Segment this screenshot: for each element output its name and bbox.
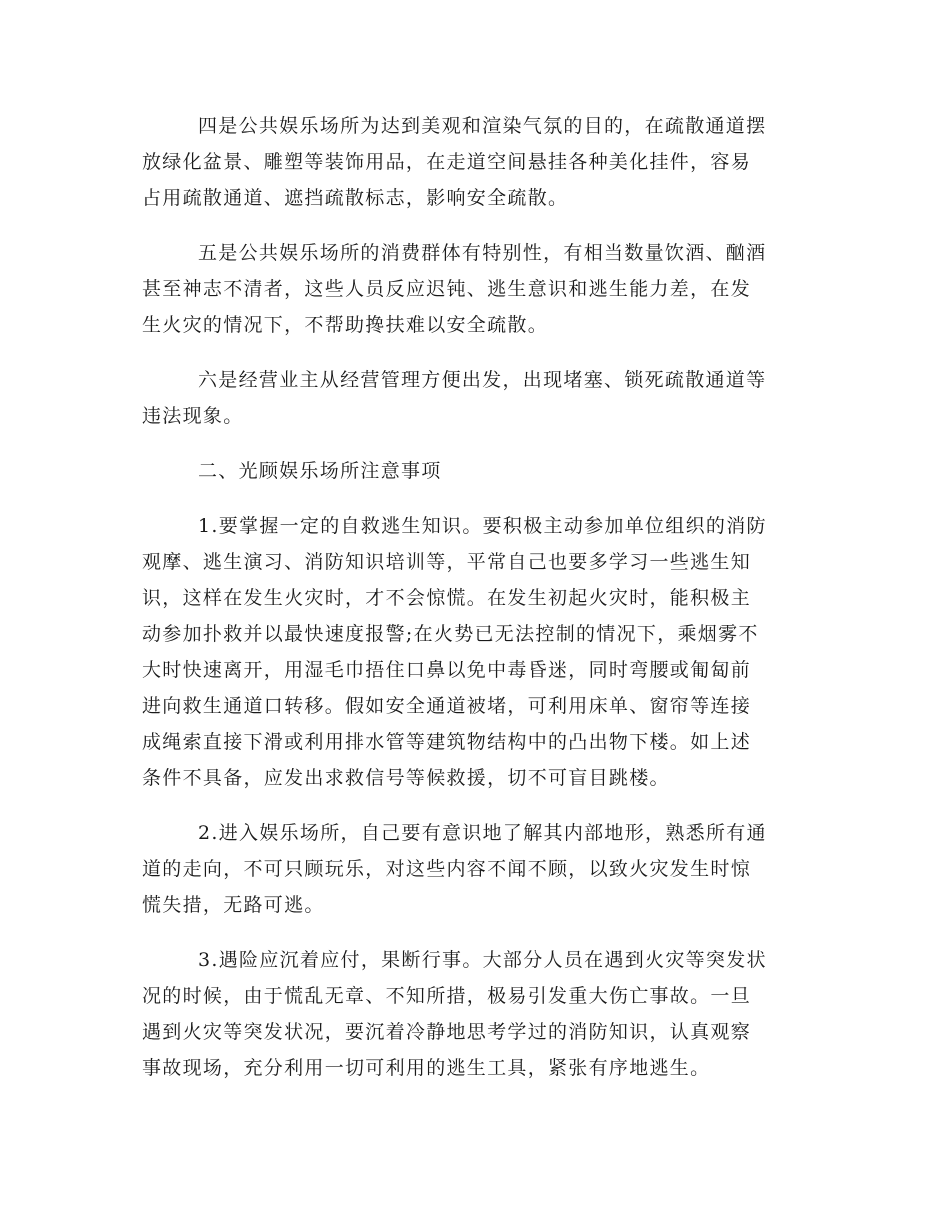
text-line: 识，这样在发生火灾时，才不会惊慌。在发生初起火灾时，能积极主	[142, 587, 752, 609]
text-line: 遇到火灾等突发状况，要沉着冷静地思考学过的消防知识，认真观察	[142, 1021, 752, 1043]
text-line: 观摩、逃生演习、消防知识培训等，平常自己也要多学习一些逃生知	[142, 551, 752, 573]
text-line: 成绳索直接下滑或利用排水管等建筑物结构中的凸出物下楼。如上述	[142, 731, 752, 753]
text-line: 2.进入娱乐场所，自己要有意识地了解其内部地形，熟悉所有通	[198, 822, 767, 844]
text-line: 六是经营业主从经营管理方便出发，出现堵塞、锁死疏散通道等	[198, 369, 767, 391]
text-line: 五是公共娱乐场所的消费群体有特别性，有相当数量饮酒、酗酒	[198, 242, 767, 264]
list-item-2	[142, 815, 808, 923]
text-line: 放绿化盆景、雕塑等装饰用品，在走道空间悬挂各种美化挂件，容易	[142, 151, 752, 173]
text-line: 违法现象。	[142, 405, 244, 427]
text-line: 条件不具备，应发出求救信号等候救援，切不可盲目跳楼。	[142, 767, 670, 789]
list-item-3	[142, 942, 808, 1086]
text-line: 事故现场，充分利用一切可利用的逃生工具，紧张有序地逃生。	[142, 1057, 711, 1079]
text-line: 四是公共娱乐场所为达到美观和渲染气氛的目的，在疏散通道摆	[198, 115, 767, 137]
text-line: 占用疏散通道、遮挡疏散标志，影响安全疏散。	[142, 187, 569, 209]
text-line: 况的时候，由于慌乱无章、不知所措，极易引发重大伤亡事故。一旦	[142, 985, 752, 1007]
text-line: 道的走向，不可只顾玩乐，对这些内容不闻不顾，以致火灾发生时惊	[142, 858, 752, 880]
text-line: 进向救生通道口转移。假如安全通道被堵，可利用床单、窗帘等连接	[142, 695, 752, 717]
section-heading-text: 二、光顾娱乐场所注意事项	[198, 460, 442, 482]
section-heading	[142, 453, 808, 489]
paragraph-4	[142, 108, 808, 216]
paragraph-5	[142, 235, 808, 343]
document-body	[142, 108, 808, 1105]
list-item-1	[142, 508, 808, 796]
text-line: 3.遇险应沉着应付，果断行事。大部分人员在遇到火灾等突发状	[198, 949, 767, 971]
paragraph-6	[142, 362, 808, 434]
text-line: 1.要掌握一定的自救逃生知识。要积极主动参加单位组织的消防	[198, 515, 767, 537]
text-line: 生火灾的情况下，不帮助搀扶难以安全疏散。	[142, 314, 549, 336]
text-line: 慌失措，无路可逃。	[142, 894, 325, 916]
text-line: 甚至神志不清者，这些人员反应迟钝、逃生意识和逃生能力差，在发	[142, 278, 752, 300]
text-line: 大时快速离开，用湿毛巾捂住口鼻以免中毒昏迷，同时弯腰或匍匐前	[142, 659, 752, 681]
text-line: 动参加扑救并以最快速度报警;在火势已无法控制的情况下，乘烟雾不	[142, 623, 759, 645]
